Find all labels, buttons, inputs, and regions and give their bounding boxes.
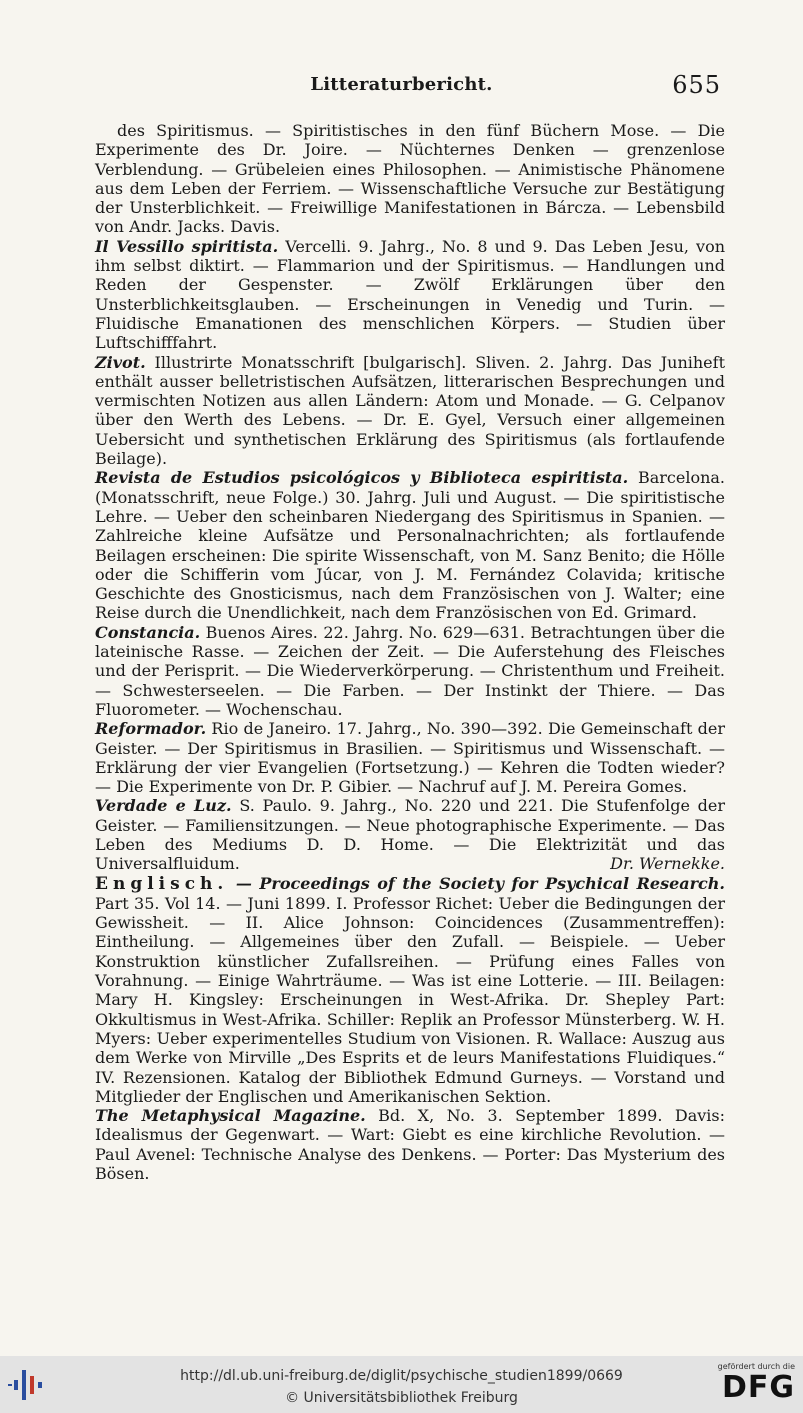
page-number: 655 [672,71,721,99]
entry-continuation [95,121,725,237]
entry-text: des Spiritismus. — Spiritistisches in den fünf Büchern Mose. — Die Experimente des Dr. Joire. — Nüchternes Denken — grenzenlose Verblendung. — Grübeleien eines Philosophen. — Animistische Phänomene aus dem Leben der Ferriem. — Wissenschaftliche Versuche zur Bestätigung der Unsterblichkeit. — Freiwillige Manifestationen in Bárcza. — Lebensbild von Andr. Jacks. Davis. [95,121,725,237]
entry-text: S. Paulo. 9. Jahrg., No. 220 und 221. Die Stufenfolge der Geister. — Familiensitzungen. — Neue photographische Experimente. — Das Leben des Mediums D. D. Home. — Die Elektrizität und das Universalfluidum. [95,796,726,874]
entry-text: Buenos Aires. 22. Jahrg. No. 629—631. Betrachtungen über die lateinische Rasse. — Zeichen der Zeit. — Die Auferstehung des Fleisches und der Perisprit. — Die Wiederverkörperung. — Christenthum und Freiheit. — Schwesterseelen. — Die Farben. — Der Instinkt der Thiere. — Das Fluorometer. — Wochenschau. [95,622,725,719]
periodical-title: Il Vessillo spiritista. [95,236,279,256]
entry-reformador [95,719,725,796]
entry-verdade-e-luz [95,796,725,873]
periodical-title: — Proceedings of the Society for Psychical Research. [228,873,725,893]
copyright-notice: © Universitätsbibliothek Freiburg [285,1390,518,1406]
entry-text: Barcelona. (Monatsschrift, neue Folge.) 30. Jahrg. Juli und August. — Die spiritistische Lehre. — Ueber den scheinbaren Niedergang des Spiritismus in Spanien. — Zahlreiche kleine Aufsätze und Personalnachrichten; als fortlaufende Beilagen erscheinen: Die spirite Wissenschaft, von M. Sanz Benito; die Hölle oder die Schifferin vom Júcar, von J. M. Fernández Colavida; kritische Geschichte des Gnosticismus, nach dem Französischen von J. Walter; eine Reise durch die Unendlichkeit, nach dem Französischen von Ed. Grimard. [95,468,726,623]
periodical-title: Zivot. [95,352,146,372]
periodical-title: Verdade e Luz. [95,796,232,816]
entry-text: Part 35. Vol 14. — Juni 1899. I. Professor Richet: Ueber die Bedingungen der Gewissheit. — II. Alice Johnson: Coincidences (Zusammentreffen): Eintheilung. — Allgemeines über den Zufall. — Beispiele. — Ueber Konstruktion künstlicher Zufallsreihen. — Prüfung eines Falles von Vorahnung. — Einige Wahrträume. — Was ist eine Lotterie. — III. Beilagen: Mary H. Kingsley: Erscheinungen in West-Afrika. Dr. Shepley Part: Okkultismus in West-Afrika. Schiller: Replik an Professor Münsterberg. W. H. Myers: Ueber experimentelles Studium von Visionen. R. Wallace: Auszug aus dem Werke von Mirville „Des Esprits et de leurs Manifestations Fluidiques.“ IV. Rezensionen. Katalog der Bibliothek Edmund Gurneys. — Vorstand und Mitglieder der Englischen und Amerikanischen Sektion. [95,893,725,1106]
dfg-caption: gefördert durch die [717,1362,795,1371]
literature-report-body [95,121,725,1183]
entry-text: Bd. X, No. 3. September 1899. Davis: Idealismus der Gegenwart. — Wart: Giebt es eine kirchliche Revolution. — Paul Avenel: Technische Analyse des Denkens. — Porter: Das Mysterium des Bösen. [95,1106,725,1184]
entry-vessillo-spiritista [95,237,725,353]
entry-text: Vercelli. 9. Jahrg., No. 8 und 9. Das Leben Jesu, von ihm selbst diktirt. — Flammarion und der Spiritismus. — Handlungen und Reden der Gespenster. — Zwölf Erklärungen über den Unsterblichkeitsglauben. — Erscheinungen in Venedig und Turin. — Fluidische Emanationen des menschlichen Körpers. — Studien über Luftschifffahrt. [95,236,726,353]
entry-text: Rio de Janeiro. 17. Jahrg., No. 390—392. Die Gemeinschaft der Geister. — Der Spiritismus in Brasilien. — Spiritismus und Wissenschaft. — Erklärung der vier Evangelien (Fortsetzung.) — Kehren die Todten wieder? — Die Experimente von Dr. P. Gibier. — Nachruf auf J. M. Pereira Gomes. [95,719,725,797]
periodical-title: Revista de Estudios psicológicos y Biblioteca espiritista. [95,468,629,488]
periodical-title: Constancia. [95,622,201,642]
dfg-logo [707,1362,795,1410]
source-url-link[interactable]: http://dl.ub.uni-freiburg.de/diglit/psychische_studien1899/0669 [180,1368,623,1384]
entry-text: Illustrirte Monatsschrift [bulgarisch]. Sliven. 2. Jahrg. Das Juniheft enthält ausser belletristischen Aufsätzen, litterarischen Besprechungen und vermischten Notizen aus allen Ländern: Atom und Monade. — G. Celpanov über den Werth des Lebens. — Dr. E. Gyel, Versuch einer allgemeinen Uebersicht und synthetischen Erklärung des Spiritismus (als fortlaufende Beilage). [95,352,725,469]
periodical-title: Reformador. [95,719,207,739]
dfg-mark: DFG [721,1370,795,1405]
entry-zivot [95,353,725,469]
periodical-title: The Metaphysical Magazine. [95,1106,366,1126]
entry-metaphysical-magazine [95,1106,725,1183]
entry-proceedings-spr [95,874,725,1107]
entry-revista-estudios [95,468,725,622]
language-heading: Englisch. [95,873,229,894]
running-header: Litteraturbericht. [310,74,493,95]
reviewer-signature: Dr. Wernekke. [610,854,725,874]
library-footer [0,1356,803,1413]
entry-constancia [95,623,725,719]
